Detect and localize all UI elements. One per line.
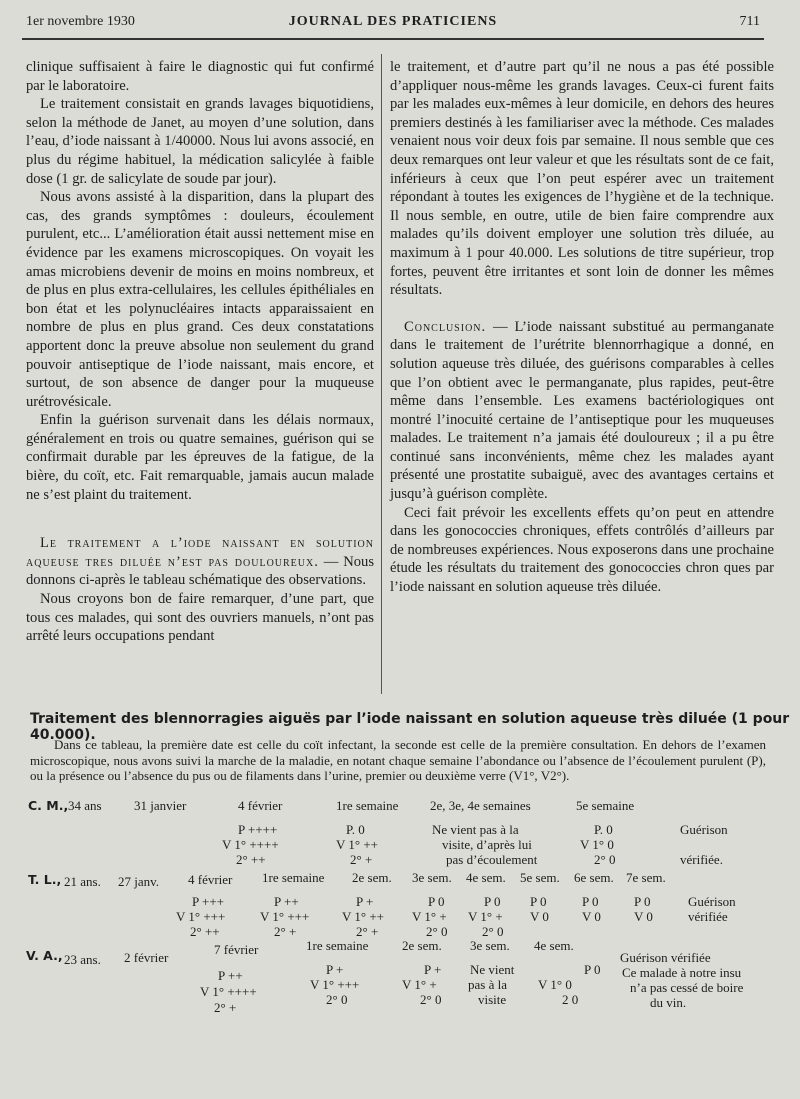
date-consultation: 4 février xyxy=(188,872,233,887)
cell: V 1° + xyxy=(412,909,447,924)
col-header: 3e sem. xyxy=(412,870,452,885)
cell: P ++ xyxy=(274,894,299,909)
paragraph xyxy=(26,534,374,590)
col-header: 3e sem. xyxy=(470,938,510,953)
date-infection: 31 janvier xyxy=(134,798,187,813)
date-infection: 2 février xyxy=(124,950,169,965)
cell: V 1° ++++ xyxy=(200,984,257,999)
cell: P. 0 xyxy=(594,822,613,837)
cell: V 0 xyxy=(530,909,549,924)
col-header: 1re semaine xyxy=(262,870,325,885)
cell: P 0 xyxy=(582,894,599,909)
cell: 2° ++ xyxy=(190,924,220,939)
patient-age: 34 ans xyxy=(68,798,102,813)
cell: V 1° ++ xyxy=(342,909,385,924)
cell: pas à la xyxy=(468,977,507,992)
cell: Ne vient xyxy=(470,962,515,977)
cell: Guérison xyxy=(680,822,728,837)
cell: V 1° +++ xyxy=(260,909,310,924)
col-header: 6e sem. xyxy=(574,870,614,885)
cell: 2° ++ xyxy=(236,852,266,867)
cell: vérifiée. xyxy=(680,852,723,867)
patient-age: 21 ans. xyxy=(64,874,101,889)
cell: P ++++ xyxy=(238,822,278,837)
patient-name: T. L., xyxy=(28,872,62,887)
cell: V 1° ++++ xyxy=(222,837,279,852)
column-divider xyxy=(381,54,382,694)
header-date: 1er novembre 1930 xyxy=(26,14,135,29)
col-header: 5e sem. xyxy=(520,870,560,885)
col-header: 7e sem. xyxy=(626,870,666,885)
cell: P 0 xyxy=(428,894,445,909)
cell: 2° 0 xyxy=(420,992,442,1007)
page-number: 711 xyxy=(739,14,760,29)
cell: 2° + xyxy=(274,924,297,939)
cell: n’a pas cessé de boire xyxy=(630,980,744,995)
right-column xyxy=(390,58,774,597)
cell: V 1° + xyxy=(468,909,503,924)
cell: visite, d’après lui xyxy=(442,837,532,852)
col-header: 2e sem. xyxy=(352,870,392,885)
date-consultation: 4 février xyxy=(238,798,283,813)
cell: 2° + xyxy=(356,924,379,939)
cell: 2° + xyxy=(214,1000,237,1015)
cell: du vin. xyxy=(650,995,687,1010)
cell: P. 0 xyxy=(346,822,365,837)
cell: V 1° +++ xyxy=(176,909,226,924)
col-header: 1re semaine xyxy=(336,798,399,813)
paragraph: Ceci fait prévoir les excellents effets qu’on peut en attendre dans les gonococcies chroniques, effets contrôlés d’ailleurs par de nombreuses expériences. Nous exposerons dans une prochaine étude les résultats du traitement des gonococcies chron ques par l’iode naissant en solution aqueuse très diluée. xyxy=(390,504,774,596)
table-title: Traitement des blennorragies aiguës par l’iode naissant en solution aqueuse très diluée (1 pour 40.000). xyxy=(30,711,790,743)
cell: 2° 0 xyxy=(426,924,448,939)
cell: P 0 xyxy=(484,894,501,909)
cell: 2° + xyxy=(350,852,373,867)
table-intro xyxy=(30,737,766,784)
cell: P 0 xyxy=(584,962,601,977)
cell: V 1° 0 xyxy=(538,977,572,992)
cell: V 1° + xyxy=(402,977,437,992)
cell: P + xyxy=(356,894,374,909)
paragraph xyxy=(390,318,774,504)
patient-age: 23 ans. xyxy=(64,952,101,967)
cell: P ++ xyxy=(218,968,243,983)
cell: P + xyxy=(326,962,344,977)
cell: 2 0 xyxy=(562,992,579,1007)
cell: Guérison vérifiée xyxy=(620,950,711,965)
paragraph: clinique suffisaient à faire le diagnostic qui fut confirmé par le laboratoire. xyxy=(26,59,374,94)
date-infection: 27 janv. xyxy=(118,874,160,889)
cell: V 0 xyxy=(634,909,653,924)
cell: Ne vient pas à la xyxy=(432,822,519,837)
col-header: 4e sem. xyxy=(466,870,506,885)
paragraph: Dans ce tableau, la première date est celle du coït infectant, la seconde est celle de la première consultation. En dehors de l’examen microscopique, nous avons suivi la marche de la maladie, en notant chaque semaine l’abondance ou l’absence de l’écoulement purulent (P), ou la présence ou l’absence du pus ou de filaments dans l’urine, premier ou deuxième verre (V1°, V2°). xyxy=(30,737,766,784)
cell: P 0 xyxy=(634,894,651,909)
cell: V 1° ++ xyxy=(336,837,379,852)
cell: 2° 0 xyxy=(594,852,616,867)
cell: P + xyxy=(424,962,442,977)
paragraph: Enfin la guérison survenait dans les délais normaux, généralement en trois ou quatre semaines, guérison qui se confirmait durable par les épreuves de la fatigue, de la bière, du coït, etc. Fait remarquable, jamais aucun malade ne s’est plaint du traitement. xyxy=(26,412,374,503)
patient-name: C. M., xyxy=(28,798,69,813)
col-header: 1re semaine xyxy=(306,938,369,953)
cell: V 1° 0 xyxy=(580,837,614,852)
cell: pas d’écoulement xyxy=(446,852,538,867)
col-header: 2e sem. xyxy=(402,938,442,953)
journal-title: JOURNAL DES PRATICIENS xyxy=(288,14,498,29)
cell: Guérison xyxy=(688,894,736,909)
section-heading: Le traitement a l’iode naissant en solution aqueuse tres diluée n’est pas douloureux. xyxy=(26,535,374,570)
col-header: 2e, 3e, 4e semaines xyxy=(430,798,531,813)
running-header xyxy=(26,14,760,34)
patient-name: V. A., xyxy=(26,948,63,963)
paragraph-text: — L’iode naissant substitué au permanganate dans le traitement de l’urétrite blennorrhagique a donné, en solution aqueuse très diluée, des guérisons comparables à celles que l’on obtient avec le permanganate, plus rapides, peut-être même dans l’ensemble. Les examens bactériologiques ont montré l’inocuité certaine de l’antiseptique pour les muqueuses malades. Le traitement n’a jamais été douloureux ; il a pu être continué sans inconvénients, même chez les malades ayant présenté une prostatite subaiguë, avec des avantages certains et jusqu’à guérison complète. xyxy=(390,318,774,503)
col-header: 5e semaine xyxy=(576,798,635,813)
col-header: 4e sem. xyxy=(534,938,574,953)
header-rule xyxy=(22,38,764,40)
cell: P 0 xyxy=(530,894,547,909)
paragraph: Nous avons assisté à la disparition, dans la plupart des cas, des grands symptômes : douleurs, écoulement purulent, etc... L’amélioration était aussi nettement mise en évidence par les examens microscopiques. On voyait les amas microbiens devenir de moins en moins nombreux, et de plus en plus extra-cellulaires, les cellules épithéliales en bon état et les polynucléaires intacts apparaissaient en nombre de plus en plus grand. Ces deux constatations apportent donc la preuve absolue non seulement du grand pouvoir antiseptique de l’iode naissant, mais encore, et surtout, de son absence de danger pour la muqueuse urétrovésicale. xyxy=(26,189,374,410)
cell: Ce malade à notre insu xyxy=(622,965,742,980)
paragraph: Nous croyons bon de faire remarquer, d’une part, que tous ces malades, qui sont des ouvriers manuels, n’ont pas arrêté leurs occupations pendant xyxy=(26,591,374,645)
left-column xyxy=(26,58,374,646)
cell: 2° 0 xyxy=(482,924,504,939)
cell: visite xyxy=(478,992,507,1007)
cell: V 0 xyxy=(582,909,601,924)
paragraph: le traitement, et d’autre part qu’il ne nous a pas été possible d’appliquer nous-même les grands lavages. Ceux-ci furent faits par les malades eux-mêmes à leur domicile, en dehors des heures premiers destinés à les familiariser avec la méthode. Ces malades venaient nous voir deux fois par semaine. Il nous semble que ces deux remarques ont leur valeur et que les résultats sont de ce fait, inférieurs à ceux que l’on peut espérer avec un traitement répondant à toutes les exigences de l’hygiène et de la technique. Il nous semble, en outre, utile de bien faire comprendre aux malades qu’ils doivent employer une solution très diluée, au maximum à 1 pour 40.000. Les solutions de titre supérieur, trop fortes, peuvent être irritantes et sont loin de donner les mêmes résultats. xyxy=(390,59,774,299)
cell: 2° 0 xyxy=(326,992,348,1007)
cell: vérifiée xyxy=(688,909,728,924)
cell: V 1° +++ xyxy=(310,977,360,992)
paragraph: Le traitement consistait en grands lavages biquotidiens, selon la méthode de Janet, au moyen d’une solution, dans l’eau, d’iode naissant à 1/40000. Nous lui avons associé, en plus du régime habituel, la médication salicylée à faible dose (1 gr. de salicylate de soude par jour). xyxy=(26,96,374,187)
paragraph-text: — Nous donnons ci-après le tableau schématique des observations. xyxy=(26,553,375,589)
conclusion-label: Conclusion. xyxy=(404,318,487,335)
cell: P +++ xyxy=(192,894,224,909)
date-consultation: 7 février xyxy=(214,942,259,957)
